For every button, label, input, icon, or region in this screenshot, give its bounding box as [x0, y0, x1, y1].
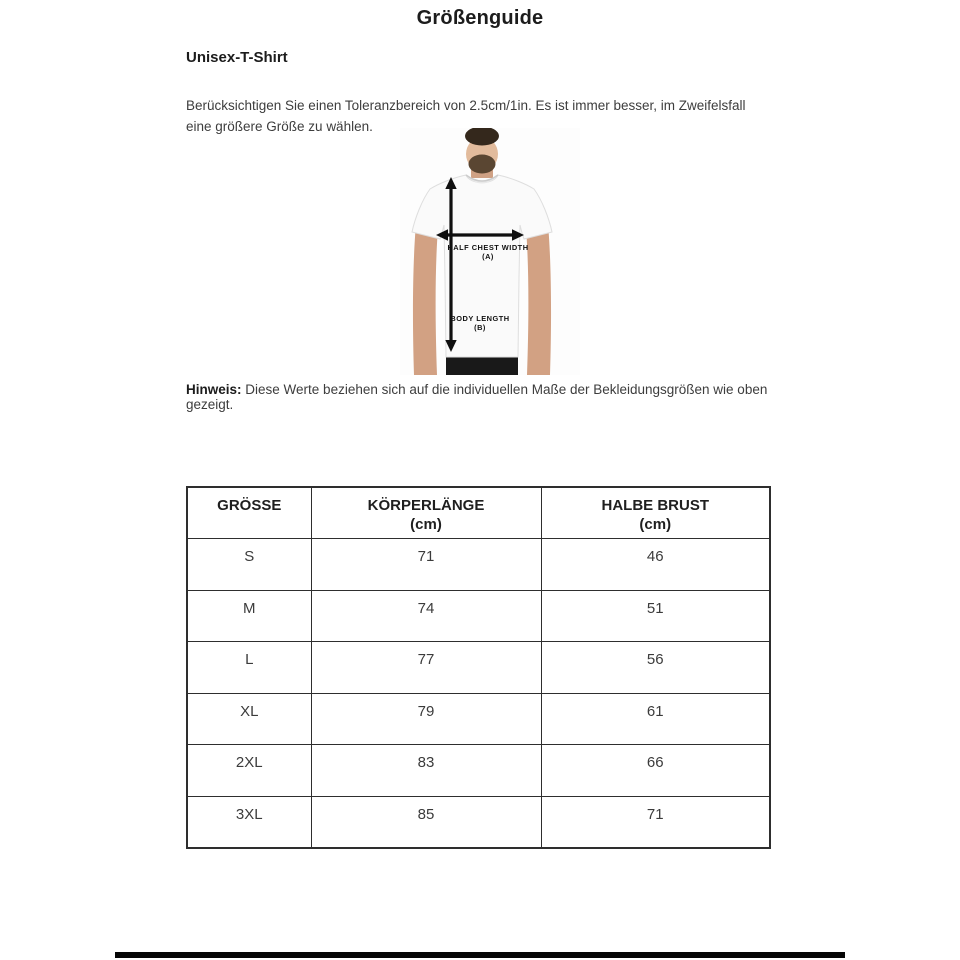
size-cell: 2XL [187, 745, 311, 797]
tshirt-diagram [400, 128, 580, 375]
table-row [187, 590, 770, 642]
right-arm [526, 224, 551, 375]
length-cell: 74 [311, 590, 541, 642]
chest-cell: 51 [541, 590, 770, 642]
col-header-koerperlaenge [311, 487, 541, 539]
length-cell: 83 [311, 745, 541, 797]
size-cell: L [187, 642, 311, 694]
col-header-groesse [187, 487, 311, 539]
body-length-key: (B) [474, 323, 486, 332]
chest-cell: 46 [541, 539, 770, 591]
pants [446, 355, 518, 375]
note-label: Hinweis: [186, 382, 242, 397]
length-cell: 79 [311, 693, 541, 745]
bottom-divider-bar [115, 952, 845, 958]
product-title: Unisex-T-Shirt [186, 49, 288, 66]
beard [469, 155, 496, 174]
note-body: Diese Werte beziehen sich auf die individuellen Maße der Bekleidungsgrößen wie oben gezeigt. [186, 382, 768, 412]
col-header-unit: (cm) [639, 515, 672, 533]
size-cell: 3XL [187, 796, 311, 848]
left-arm [413, 224, 438, 375]
table-row [187, 693, 770, 745]
chest-width-label: HALF CHEST WIDTH [447, 243, 529, 252]
size-cell: M [187, 590, 311, 642]
page-title: Größenguide [416, 7, 544, 29]
chest-width-key: (A) [482, 252, 494, 261]
tolerance-text: Berücksichtigen Sie einen Toleranzbereich von 2.5cm/1in. Es ist immer besser, im Zweifelsfall eine größere Größe zu wählen. [186, 98, 746, 134]
table-header-row [187, 487, 770, 539]
length-cell: 77 [311, 642, 541, 694]
size-cell: S [187, 539, 311, 591]
col-header-unit: (cm) [410, 515, 442, 533]
body-length-label: BODY LENGTH [450, 314, 510, 323]
note-text [186, 382, 786, 412]
table-row [187, 539, 770, 591]
chest-cell: 71 [541, 796, 770, 848]
size-table [186, 486, 771, 849]
col-header-label: HALBE BRUST [601, 497, 709, 514]
tshirt-measurement-image [400, 128, 580, 375]
chest-cell: 56 [541, 642, 770, 694]
length-cell: 71 [311, 539, 541, 591]
table-row [187, 745, 770, 797]
col-header-label: GRÖSSE [217, 497, 282, 514]
table-row [187, 642, 770, 694]
col-header-label: KÖRPERLÄNGE [367, 497, 485, 514]
chest-cell: 66 [541, 745, 770, 797]
table-row [187, 796, 770, 848]
chest-cell: 61 [541, 693, 770, 745]
col-header-halbe-brust [541, 487, 770, 539]
size-cell: XL [187, 693, 311, 745]
length-cell: 85 [311, 796, 541, 848]
